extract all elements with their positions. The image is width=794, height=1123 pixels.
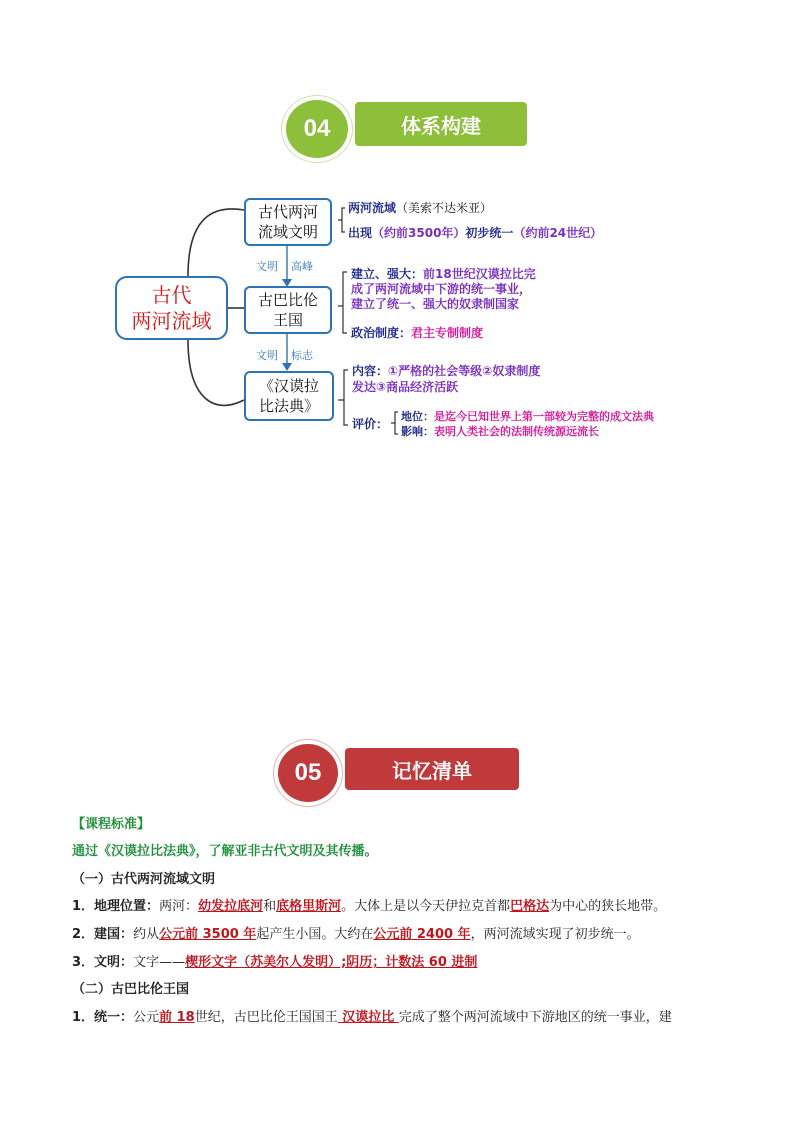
item1-t4: 为中心的狭长地带。 — [549, 899, 667, 914]
node-two-rivers-civilization — [244, 198, 332, 246]
item1-t2: 和 — [263, 899, 277, 914]
node2-line1: 古巴比伦 — [257, 291, 318, 309]
item-civilization — [72, 954, 477, 972]
item1-r1: 幼发拉底河 — [198, 899, 264, 914]
n3a-key: 内容： — [352, 364, 389, 378]
item-unification — [72, 1009, 672, 1027]
n2-detail-a3: 建立了统一、强大的奴隶制国家 — [351, 297, 520, 311]
item1-num: 1． — [72, 899, 95, 914]
section5-number-circle — [274, 740, 342, 806]
item2-t2: 起产生小国。大约在 — [256, 927, 374, 942]
section5-bar — [345, 748, 519, 790]
n3a-l1: ①严格的社会等级②奴隶制度 — [388, 364, 541, 378]
n1a-rest: （美索不达米亚） — [396, 201, 493, 215]
item4-t2: 世纪，古巴比伦王国国王 — [194, 1010, 338, 1025]
link2-left: 文明 — [256, 349, 278, 362]
item-founding — [72, 926, 640, 944]
item2-label: 建国： — [94, 927, 134, 942]
n2-detail-a2: 成了两河流域中下游的统一事业， — [351, 282, 532, 296]
node-hammurabi-code — [244, 371, 334, 421]
item2-r2: 公元前 2400 年 — [373, 927, 471, 942]
heading-babylon: （二）古巴比伦王国 — [72, 982, 190, 997]
item4-t1: 公元 — [133, 1010, 160, 1025]
n1a-key: 两河流域 — [348, 201, 397, 215]
root-line1: 古代 — [151, 283, 192, 307]
course-standard-heading: 【课程标准】 — [72, 817, 151, 832]
curve-to-node1 — [188, 209, 244, 276]
node3-line1: 《汉谟拉 — [258, 377, 319, 395]
n3-detail-b-key: 评价： — [352, 417, 389, 431]
n1b-v1: （约前3500年） — [372, 226, 466, 240]
curve-to-node3 — [188, 340, 244, 405]
item1-t3: 。大体上是以今天伊拉克首都 — [341, 899, 511, 914]
n3-detail-a2: 发达③商品经济活跃 — [352, 380, 459, 394]
item3-num: 3． — [72, 955, 95, 970]
item2-t1: 约从 — [133, 927, 160, 942]
mindmap-root — [115, 276, 228, 340]
node1-line2: 流域文明 — [257, 223, 318, 241]
node3-line2: 比法典》 — [258, 397, 319, 415]
n3-detail-b1 — [401, 409, 654, 425]
item1-r2: 底格里斯河 — [276, 899, 342, 914]
link1-left: 文明 — [256, 260, 278, 273]
item4-r2: 汉谟拉比 — [337, 1010, 399, 1025]
section5-title: 记忆清单 — [392, 758, 472, 783]
link2-right: 标志 — [291, 349, 313, 362]
n3b-v1: 是迄今已知世界上第一部较为完整的成文法典 — [434, 410, 654, 423]
item4-num: 1． — [72, 1010, 95, 1025]
node1-line1: 古代两河 — [257, 203, 318, 221]
item2-r1: 公元前 3500 年 — [159, 927, 257, 942]
n3b-k1: 地位： — [401, 410, 434, 423]
item1-label: 地理位置： — [94, 899, 160, 914]
heading-two-rivers: （一）古代两河流域文明 — [72, 872, 216, 887]
n2b-val: 君主专制制度 — [411, 326, 484, 340]
link1-right: 高峰 — [291, 260, 313, 273]
n1-detail-a — [348, 200, 492, 216]
n1b-k1: 出现 — [348, 226, 373, 240]
n3-detail-b2 — [401, 424, 599, 440]
n2-detail-a1 — [351, 266, 536, 282]
arrow2-head — [282, 363, 292, 371]
bracket-node1 — [338, 208, 345, 232]
item4-t3: 完成了整个两河流域中下游地区的统一事业，建 — [398, 1010, 672, 1025]
n2-detail-b — [351, 325, 483, 341]
item1-t1: 两河： — [159, 899, 199, 914]
n2a-v1: 前18世纪汉谟拉比完 — [423, 267, 536, 281]
item2-t3: ，两河流域实现了初步统一。 — [470, 927, 640, 942]
bracket-node3 — [338, 370, 348, 425]
n1b-k2: 初步统一 — [465, 226, 514, 240]
n1b-v2: （约前24世纪） — [513, 226, 603, 240]
root-line2: 两河流域 — [131, 309, 212, 333]
section5-number: 05 — [294, 759, 322, 786]
n3b-v2: 表明人类社会的法制传统源远流长 — [434, 425, 599, 438]
item4-r1: 前 18 — [159, 1010, 195, 1025]
item1-r3: 巴格达 — [510, 899, 550, 914]
node-babylon-kingdom — [244, 286, 332, 334]
n1-detail-b — [348, 225, 602, 241]
item3-t1: 文字—— — [133, 955, 186, 970]
item3-r1: 楔形文字（苏美尔人发明）;阴历；计数法 60 进制 — [185, 955, 478, 970]
course-standard-text: 通过《汉谟拉比法典》，了解亚非古代文明及其传播。 — [72, 844, 378, 859]
item4-label: 统一： — [94, 1010, 134, 1025]
section4-number: 04 — [303, 115, 331, 142]
item3-label: 文明： — [94, 955, 134, 970]
n2a-key: 建立、强大： — [351, 267, 424, 281]
n3b-k2: 影响： — [401, 425, 434, 438]
item2-num: 2． — [72, 927, 95, 942]
n2b-key: 政治制度： — [351, 326, 412, 340]
node2-line2: 王国 — [272, 311, 303, 329]
bracket-node2 — [338, 272, 347, 333]
bracket-eval — [391, 412, 398, 434]
n3-detail-a1 — [352, 363, 540, 379]
section4-title: 体系构建 — [401, 113, 481, 138]
item-geography — [72, 898, 666, 916]
